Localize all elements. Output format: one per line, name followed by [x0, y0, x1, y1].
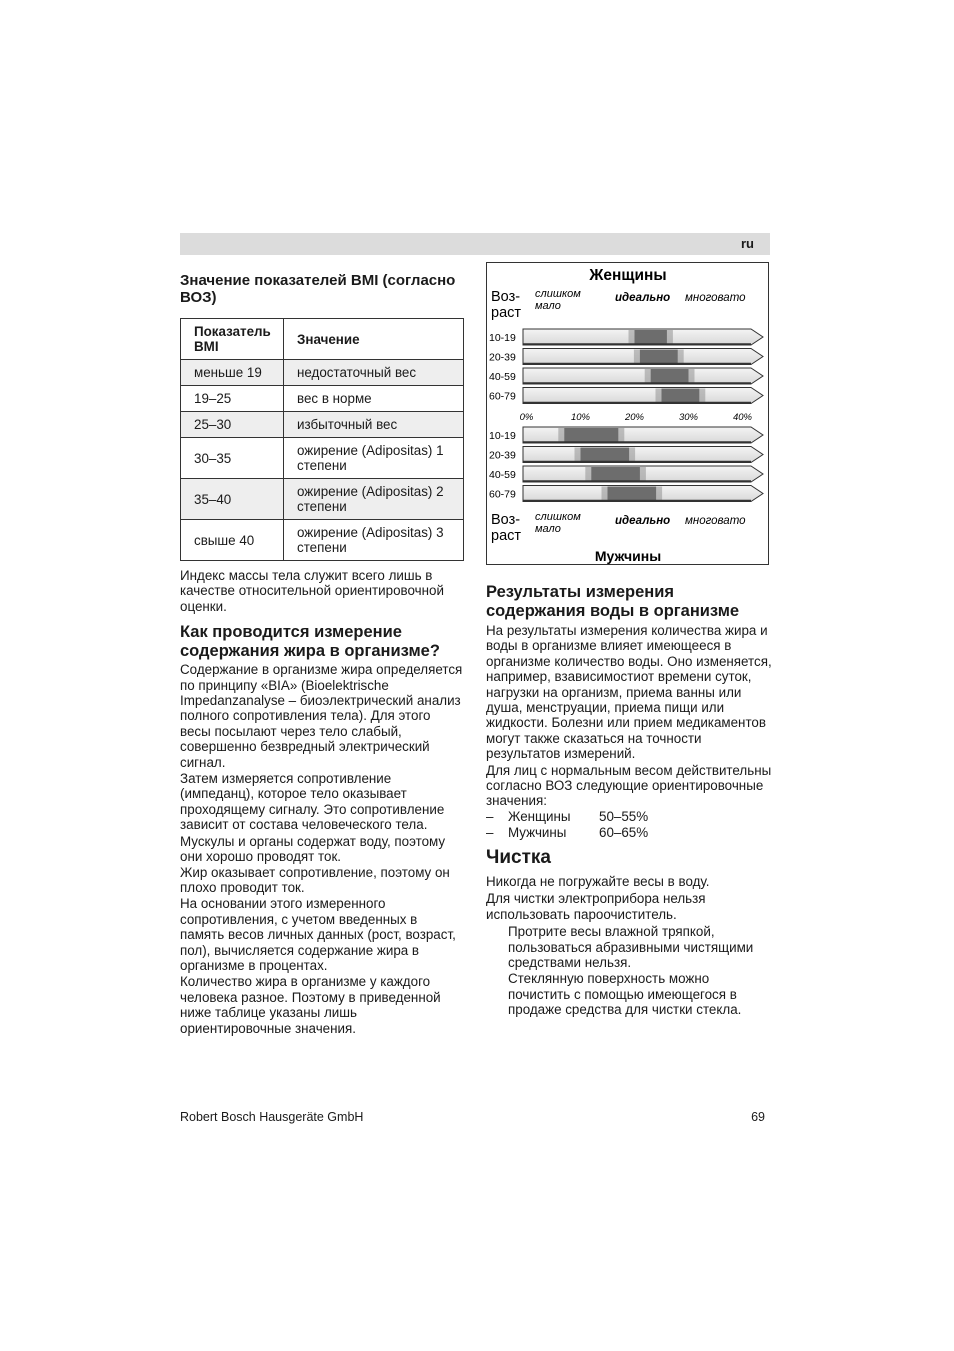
women-age-label: Воз-раст [491, 289, 522, 321]
paragraph: На основании этого измеренного сопротивления, с учетом введенных в память весов личных данных (рост, возраст, пол), вычисляется содержание жира в организме в процентах. [180, 896, 456, 973]
table-cell: свыше 40 [181, 520, 284, 561]
table-row [181, 412, 464, 438]
table-row [181, 360, 464, 386]
women-ideal-range [651, 369, 689, 383]
men-ideal-range [564, 428, 618, 442]
men-age-tick: 10-19 [489, 430, 516, 442]
list-item [486, 809, 772, 826]
paragraph: Затем измеряется сопротивление (импеданц), которое тело оказывает проходящему сигналу. Это сопротивление зависит от состава человеческого тела. [180, 771, 445, 833]
body-fat-chart [486, 262, 769, 565]
body-fat-chart-svg [487, 263, 770, 566]
paragraph: Никогда не погружайте весы в воду. [486, 873, 710, 889]
men-ideal-range [581, 448, 630, 462]
fat-section-title: Как проводится измерение содержания жира в организме? [180, 623, 440, 661]
x-tick-label: 30% [678, 412, 699, 423]
bmi-note: Индекс массы тела служит всего лишь в качестве относительной ориентировочной оценки. [180, 568, 444, 614]
men-zone-label-low: слишком мало [535, 511, 581, 535]
paragraph: Жир оказывает сопротивление, поэтому он плохо проводит ток. [180, 864, 450, 895]
paragraph: Мускулы и органы содержат воду, поэтому они хорошо проводят ток. [180, 833, 446, 865]
table-cell: меньше 19 [181, 360, 284, 386]
men-zone-label-high: многовато [685, 515, 746, 527]
table-row [181, 386, 464, 412]
chart-title-women: Женщины [589, 267, 667, 284]
right-column [486, 583, 772, 1018]
page-number: 69 [751, 1110, 765, 1124]
table-cell: недостаточный вес [284, 360, 464, 386]
table-cell: 25–30 [181, 412, 284, 438]
table-cell: ожирение (Adipositas) 1 степени [284, 438, 464, 479]
women-ideal-range [662, 389, 700, 403]
indented-paragraph: Стеклянную поверхность можно почистить с помощью имеющегося в продаже средства для чистки стекла. [508, 971, 742, 1018]
paragraph: Для чистки электроприбора нельзя использовать пароочиститель. [486, 891, 706, 922]
table-cell: ожирение (Adipositas) 2 степени [284, 479, 464, 520]
paragraph: Содержание в организме жира определяется по принципу «BIA» (Bioelektrische Impedanzanalyse – биоэлектрический анализ полного сопротивления тела). Для этого весы посылают через тело слабый, совершенно безвредный электрический сигнал. [180, 662, 463, 770]
list-dash: – [486, 808, 494, 824]
water-section-body [486, 623, 772, 842]
women-age-tick: 10-19 [489, 332, 516, 344]
women-bar-bg [523, 368, 763, 384]
left-column [180, 272, 464, 1036]
men-age-tick: 40-59 [489, 469, 516, 481]
women-zone-label-high: многовато [685, 292, 746, 304]
bmi-table [180, 318, 464, 561]
women-zone-label-low: слишком мало [535, 288, 581, 312]
list-dash: – [486, 825, 494, 841]
cleaning-section-body [486, 874, 772, 1018]
paragraph: Для лиц с нормальным весом действительны согласно ВОЗ следующие ориентировочные значения: [486, 762, 772, 809]
men-age-tick: 60-79 [489, 488, 516, 501]
fat-section-body [180, 662, 464, 1036]
men-bar-bg [523, 447, 763, 463]
list-value: 50–55% [599, 808, 649, 824]
women-age-tick: 60-79 [489, 390, 516, 403]
footer-company: Robert Bosch Hausgeräte GmbH [180, 1110, 364, 1124]
table-cell: 19–25 [181, 386, 284, 412]
table-cell: избыточный вес [284, 412, 464, 438]
table-cell: 30–35 [181, 438, 284, 479]
list-item [486, 825, 772, 842]
table-cell: ожирение (Adipositas) 3 степени [284, 520, 464, 561]
list-label: Мужчины [508, 825, 567, 841]
table-row [181, 438, 464, 479]
x-tick-label: 0% [519, 412, 534, 423]
women-ideal-range [635, 330, 667, 344]
language-bar [180, 233, 770, 255]
women-bar-bg [523, 388, 763, 404]
paragraph: На результаты измерения количества жира и воды в организме влияет имеющееся в организме количество воды. Оно изменяется, например, взависимостиот времени суток, нагрузки на организм, приема ванны или душа, менструации, приема пищи или жидкости. Болезни или прием медикаментов могут также сказаться на точности результатов измерений. [486, 623, 772, 762]
table-row [181, 479, 464, 520]
men-zone-label-ideal: идеально [615, 515, 671, 527]
language-code: ru [741, 236, 754, 251]
indented-paragraph: Протрите весы влажной тряпкой, пользоваться абразивными чистящими средствами нельзя. [508, 924, 754, 970]
x-tick-label: 40% [732, 412, 753, 423]
cleaning-section-title: Чистка [486, 846, 551, 868]
women-zone-label-ideal: идеально [615, 292, 671, 304]
table-header-cell: Показатель BMI [181, 319, 284, 360]
table-cell: 35–40 [181, 479, 284, 520]
water-section-title: Результаты измерения содержания воды в организме [486, 583, 740, 620]
table-cell: вес в норме [284, 386, 464, 412]
men-ideal-range [608, 487, 657, 501]
bmi-title: Значение показателей BMI (согласно ВОЗ) [180, 272, 456, 306]
water-values-list [486, 809, 772, 842]
table-row [181, 520, 464, 561]
chart-title-men: Мужчины [594, 548, 662, 564]
paragraph: Количество жира в организме у каждого человека разное. Поэтому в приведенной ниже таблице указаны лишь ориентировочные значения. [180, 974, 441, 1036]
men-age-tick: 20-39 [489, 449, 516, 462]
women-ideal-range [640, 350, 678, 364]
women-age-tick: 40-59 [489, 371, 516, 383]
men-age-label: Воз-раст [491, 512, 522, 544]
men-ideal-range [591, 467, 640, 481]
list-value: 60–65% [599, 825, 649, 841]
x-tick-label: 10% [570, 412, 591, 423]
table-header-row [181, 319, 464, 360]
women-age-tick: 20-39 [489, 351, 516, 364]
list-label: Женщины [508, 808, 571, 824]
table-header-cell: Значение [284, 319, 464, 360]
x-tick-label: 20% [624, 412, 645, 423]
